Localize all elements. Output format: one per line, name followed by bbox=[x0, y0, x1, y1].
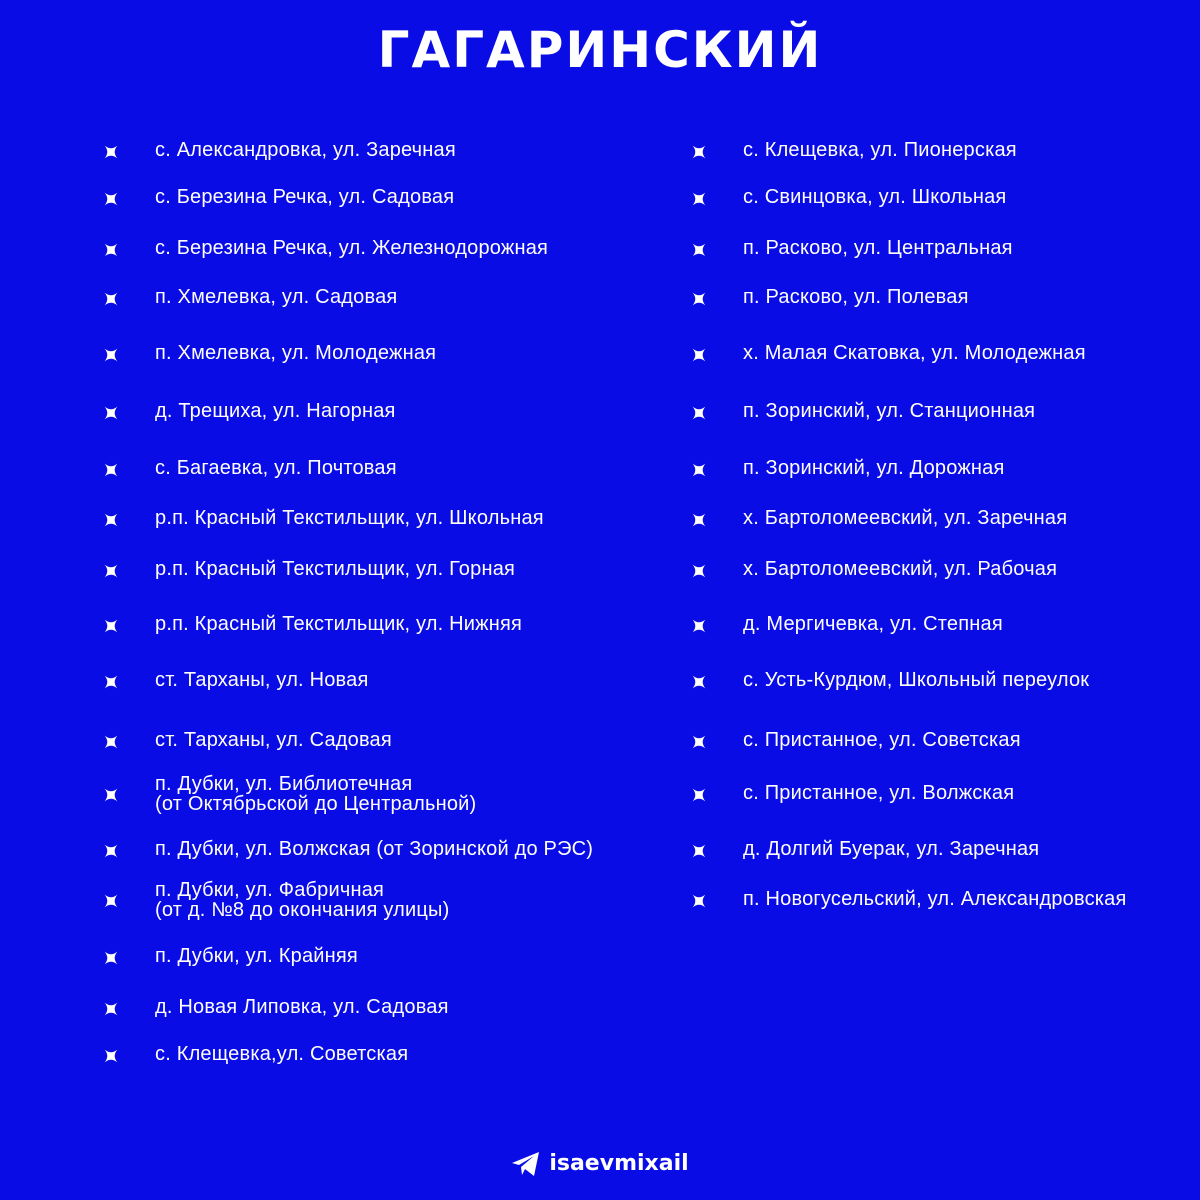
address-line: п. Расково, ул. Центральная bbox=[743, 237, 1013, 259]
four-point-star-icon bbox=[688, 784, 710, 806]
address-line: п. Зоринский, ул. Дорожная bbox=[743, 457, 1005, 479]
address-line: с. Клещевка, ул. Пионерская bbox=[743, 139, 1017, 161]
address-line: д. Долгий Буерак, ул. Заречная bbox=[743, 838, 1040, 860]
address-label bbox=[155, 1044, 408, 1064]
four-point-star-icon bbox=[688, 239, 710, 261]
four-point-star-icon bbox=[688, 459, 710, 481]
address-line: с. Александровка, ул. Заречная bbox=[155, 139, 456, 161]
address-line: (от Октябрьской до Центральной) bbox=[155, 793, 477, 815]
address-label bbox=[743, 839, 1039, 859]
address-label bbox=[155, 458, 397, 478]
address-line: р.п. Красный Текстильщик, ул. Школьная bbox=[155, 507, 544, 529]
address-label bbox=[743, 559, 1057, 579]
four-point-star-icon bbox=[100, 998, 122, 1020]
address-label bbox=[743, 730, 1021, 750]
address-line: п. Расково, ул. Полевая bbox=[743, 286, 969, 308]
four-point-star-icon bbox=[100, 784, 122, 806]
address-label bbox=[155, 774, 476, 814]
address-line: х. Бартоломеевский, ул. Рабочая bbox=[743, 558, 1058, 580]
address-label bbox=[743, 670, 1089, 690]
address-line: п. Зоринский, ул. Станционная bbox=[743, 400, 1036, 422]
address-label bbox=[155, 238, 548, 258]
page-title: ГАГАРИНСКИЙ bbox=[377, 21, 823, 79]
address-line: п. Хмелевка, ул. Молодежная bbox=[155, 342, 437, 364]
four-point-star-icon bbox=[688, 402, 710, 424]
four-point-star-icon bbox=[100, 402, 122, 424]
address-line: х. Бартоломеевский, ул. Заречная bbox=[743, 507, 1068, 529]
address-label bbox=[743, 401, 1035, 421]
four-point-star-icon bbox=[100, 509, 122, 531]
four-point-star-icon bbox=[688, 840, 710, 862]
address-line: с. Березина Речка, ул. Садовая bbox=[155, 186, 455, 208]
four-point-star-icon bbox=[688, 731, 710, 753]
four-point-star-icon bbox=[100, 344, 122, 366]
four-point-star-icon bbox=[100, 560, 122, 582]
address-label bbox=[743, 783, 1014, 803]
four-point-star-icon bbox=[688, 615, 710, 637]
address-label bbox=[743, 140, 1017, 160]
four-point-star-icon bbox=[688, 509, 710, 531]
four-point-star-icon bbox=[688, 560, 710, 582]
four-point-star-icon bbox=[688, 288, 710, 310]
address-label bbox=[155, 614, 522, 634]
address-label bbox=[155, 187, 454, 207]
address-label bbox=[155, 287, 397, 307]
address-label bbox=[155, 946, 358, 966]
telegram-icon bbox=[511, 1151, 541, 1177]
address-line: п. Дубки, ул. Крайняя bbox=[155, 945, 358, 967]
four-point-star-icon bbox=[688, 188, 710, 210]
address-label bbox=[743, 287, 969, 307]
four-point-star-icon bbox=[100, 188, 122, 210]
four-point-star-icon bbox=[100, 288, 122, 310]
address-line: х. Малая Скатовка, ул. Молодежная bbox=[743, 342, 1086, 364]
address-line: с. Свинцовка, ул. Школьная bbox=[743, 186, 1007, 208]
address-line: р.п. Красный Текстильщик, ул. Нижняя bbox=[155, 613, 523, 635]
four-point-star-icon bbox=[100, 459, 122, 481]
address-label bbox=[743, 508, 1067, 528]
four-point-star-icon bbox=[100, 947, 122, 969]
four-point-star-icon bbox=[688, 890, 710, 912]
address-line: ст. Тарханы, ул. Садовая bbox=[155, 729, 392, 751]
address-line: с. Пристанное, ул. Волжская bbox=[743, 782, 1015, 804]
four-point-star-icon bbox=[100, 840, 122, 862]
telegram-link[interactable] bbox=[511, 1150, 688, 1178]
address-line: п. Дубки, ул. Фабричная bbox=[155, 879, 385, 901]
address-label bbox=[155, 880, 449, 920]
address-line: п. Хмелевка, ул. Садовая bbox=[155, 286, 398, 308]
address-label bbox=[155, 140, 456, 160]
address-line: с. Клещевка,ул. Советская bbox=[155, 1043, 409, 1065]
address-label bbox=[743, 889, 1127, 909]
address-line: п. Новогусельский, ул. Александровская bbox=[743, 888, 1127, 910]
footer bbox=[0, 1150, 1200, 1182]
four-point-star-icon bbox=[100, 731, 122, 753]
address-line: с. Усть-Курдюм, Школьный переулок bbox=[743, 669, 1090, 691]
address-label bbox=[155, 401, 396, 421]
address-line: (от д. №8 до окончания улицы) bbox=[155, 899, 450, 921]
address-label bbox=[743, 343, 1086, 363]
address-label bbox=[155, 670, 369, 690]
address-label bbox=[155, 997, 449, 1017]
address-line: с. Березина Речка, ул. Железнодорожная bbox=[155, 237, 549, 259]
four-point-star-icon bbox=[688, 671, 710, 693]
four-point-star-icon bbox=[100, 890, 122, 912]
address-label bbox=[155, 730, 392, 750]
four-point-star-icon bbox=[100, 671, 122, 693]
address-label bbox=[155, 508, 544, 528]
address-label bbox=[743, 614, 1003, 634]
address-line: р.п. Красный Текстильщик, ул. Горная bbox=[155, 558, 516, 580]
address-label bbox=[743, 187, 1006, 207]
address-line: д. Мергичевка, ул. Степная bbox=[743, 613, 1003, 635]
four-point-star-icon bbox=[688, 141, 710, 163]
address-label bbox=[155, 839, 593, 859]
address-label bbox=[743, 458, 1005, 478]
address-label bbox=[155, 343, 436, 363]
four-point-star-icon bbox=[688, 344, 710, 366]
four-point-star-icon bbox=[100, 239, 122, 261]
address-label bbox=[155, 559, 515, 579]
address-label bbox=[743, 238, 1013, 258]
four-point-star-icon bbox=[100, 141, 122, 163]
address-line: д. Трещиха, ул. Нагорная bbox=[155, 400, 396, 422]
four-point-star-icon bbox=[100, 615, 122, 637]
address-line: п. Дубки, ул. Библиотечная bbox=[155, 773, 413, 795]
address-line: д. Новая Липовка, ул. Садовая bbox=[155, 996, 449, 1018]
address-line: ст. Тарханы, ул. Новая bbox=[155, 669, 369, 691]
address-line: с. Пристанное, ул. Советская bbox=[743, 729, 1021, 751]
four-point-star-icon bbox=[100, 1045, 122, 1067]
telegram-handle: isaevmixail bbox=[549, 1151, 689, 1176]
address-line: п. Дубки, ул. Волжская (от Зоринской до РЭС) bbox=[155, 838, 594, 860]
address-line: с. Багаевка, ул. Почтовая bbox=[155, 457, 397, 479]
